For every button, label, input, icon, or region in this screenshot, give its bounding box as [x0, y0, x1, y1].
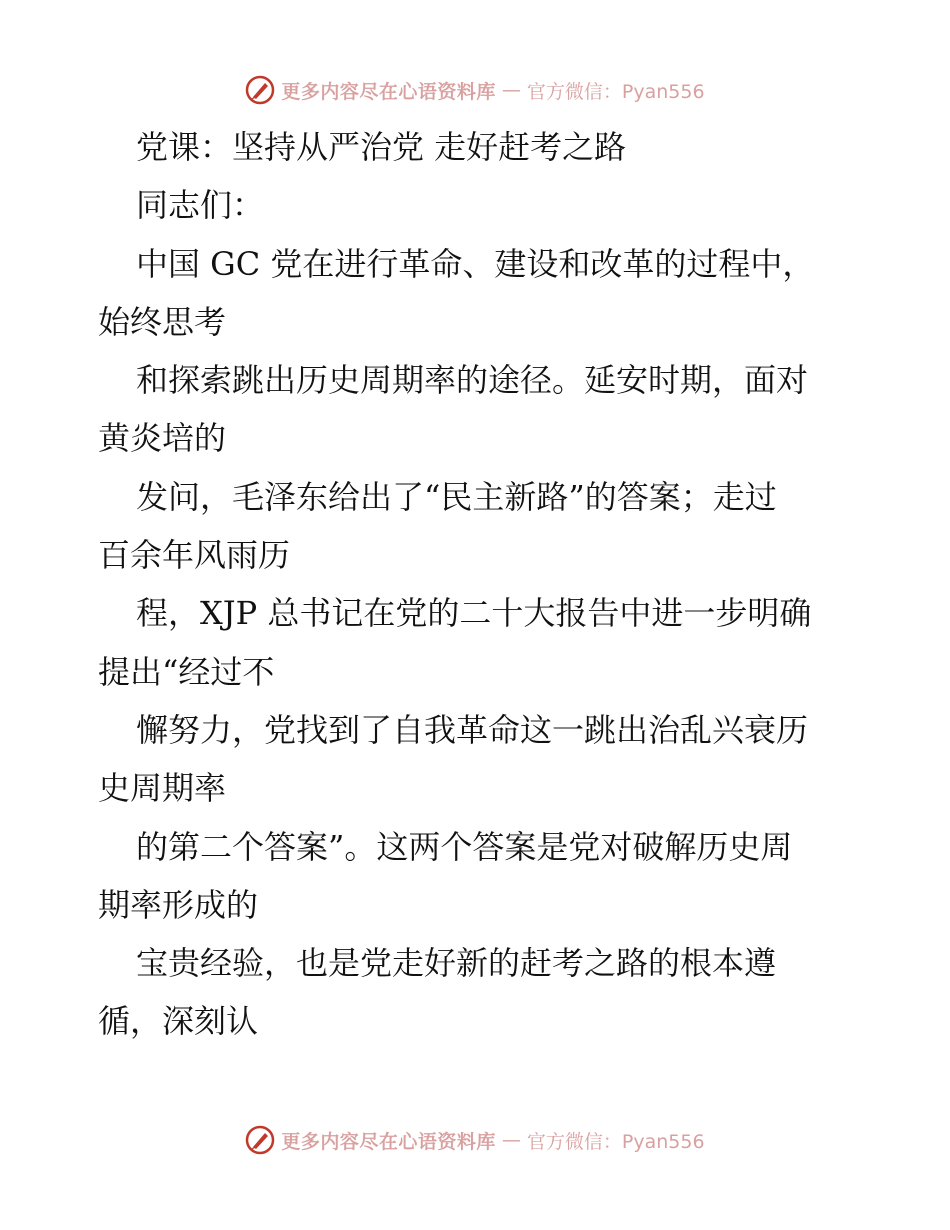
banner-wechat: 官方微信：Pyan556 — [526, 80, 705, 103]
banner-text: 更多内容尽在心语资料库 — [281, 80, 496, 103]
text-line: 期率形成的 — [98, 885, 259, 924]
text-line: 的第二个答案”。这两个答案是党对破解历史周 — [136, 827, 793, 866]
banner-dash: — — [501, 1129, 521, 1151]
document-title: 党课：坚持从严治党 走好赶考之路 — [136, 128, 627, 166]
text-line: 百余年风雨历 — [98, 536, 291, 575]
banner-dash: — — [501, 79, 521, 101]
text-line: 提出“经过不 — [98, 652, 275, 691]
document-body — [98, 118, 868, 1051]
text-line: 懈努力，党找到了自我革命这一跳出治乱兴衰历 — [136, 710, 809, 749]
footer-banner — [0, 1120, 950, 1160]
text-line: 发问，毛泽东给出了“民主新路”的答案；走过 — [136, 477, 777, 516]
banner-wechat: 官方微信：Pyan556 — [526, 1130, 705, 1153]
text-line: 中国 GC 党在进行革命、建设和改革的过程中， — [136, 244, 815, 283]
text-line: 史周期率 — [98, 769, 227, 808]
brush-logo-icon — [245, 1125, 275, 1155]
text-line: 循，深刻认 — [98, 1002, 259, 1041]
text-line: 同志们： — [136, 186, 265, 225]
header-banner — [0, 70, 950, 110]
text-line: 宝贵经验，也是党走好新的赶考之路的根本遵 — [136, 944, 777, 983]
text-line: 黄炎培的 — [98, 419, 227, 458]
banner-text: 更多内容尽在心语资料库 — [281, 1130, 496, 1153]
text-line: 和探索跳出历史周期率的途径。延安时期，面对 — [136, 361, 809, 400]
text-line: 始终思考 — [98, 302, 227, 341]
text-line: 程，XJP 总书记在党的二十大报告中进一步明确 — [136, 594, 812, 633]
brush-logo-icon — [245, 75, 275, 105]
